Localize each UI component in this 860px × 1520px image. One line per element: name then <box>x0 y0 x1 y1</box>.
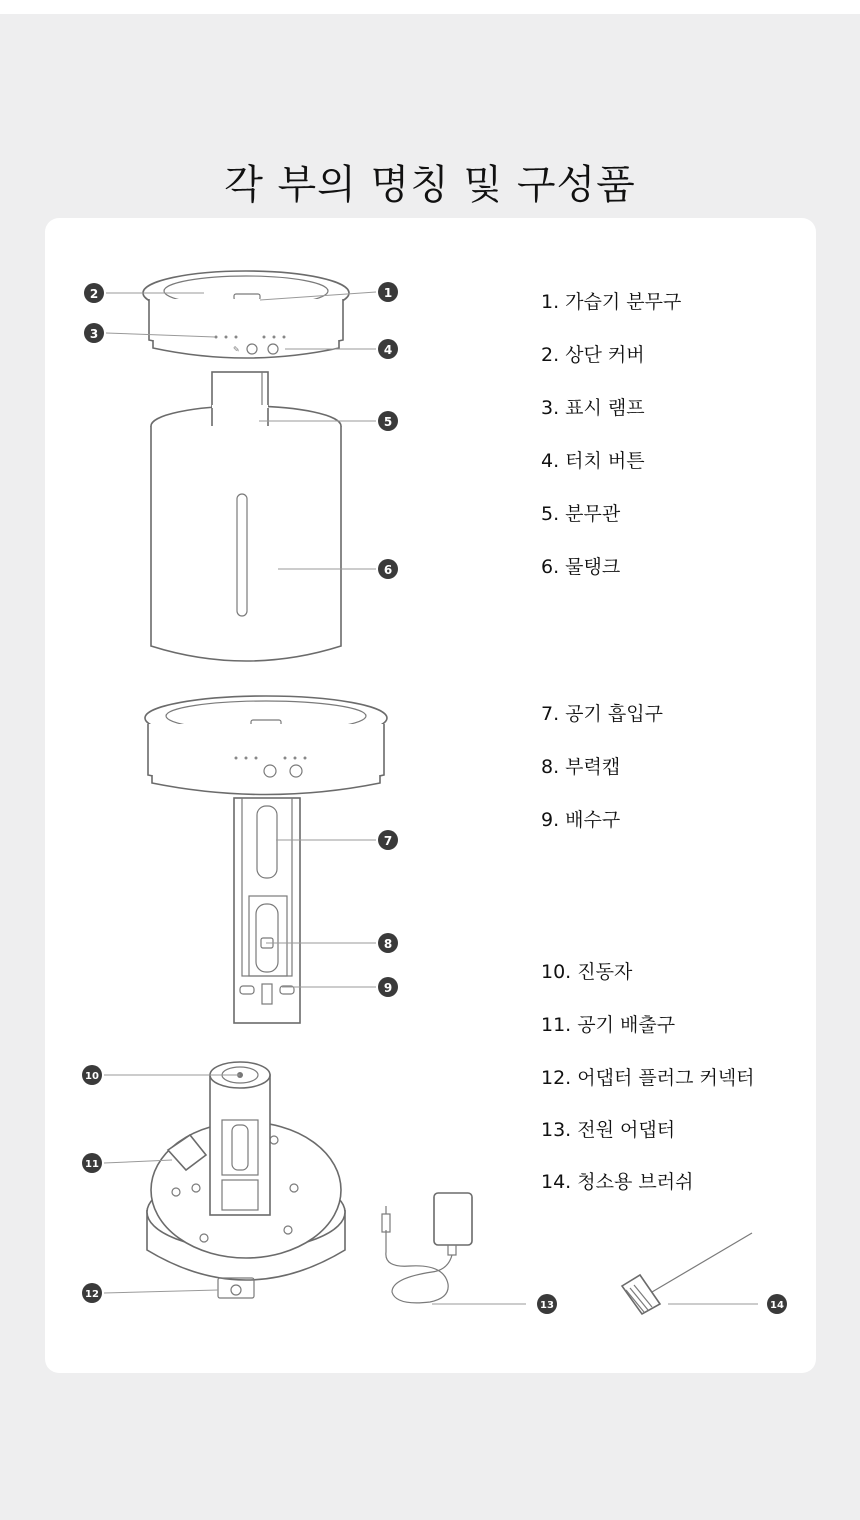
part-label-11: 11. 공기 배출구 <box>541 1014 676 1036</box>
part-label-6: 6. 물탱크 <box>541 556 621 578</box>
svg-text:12: 12 <box>85 1289 99 1300</box>
svg-text:✎: ✎ <box>233 345 240 354</box>
svg-text:9: 9 <box>383 981 393 995</box>
callout-9 <box>378 977 398 997</box>
callout-6 <box>378 559 398 579</box>
svg-text:13: 13 <box>540 1300 554 1311</box>
svg-text:10: 10 <box>85 1071 99 1082</box>
svg-text:11: 11 <box>85 1159 99 1170</box>
callout-1 <box>378 282 398 302</box>
svg-text:5: 5 <box>383 415 393 429</box>
base-unit-drawing <box>147 1062 345 1298</box>
part-label-13: 13. 전원 어댑터 <box>541 1119 676 1141</box>
power-adapter-drawing <box>382 1193 472 1303</box>
part-label-14: 14. 청소용 브러쉬 <box>541 1171 694 1193</box>
part-label-12: 12. 어댑터 플러그 커넥터 <box>541 1067 755 1089</box>
callout-3 <box>84 323 104 343</box>
page-title: 각 부의 명칭 및 구성품 <box>224 161 636 208</box>
callout-14 <box>767 1294 787 1314</box>
air-intake-tube-drawing <box>234 798 300 1023</box>
svg-text:14: 14 <box>770 1300 784 1311</box>
part-label-9: 9. 배수구 <box>541 809 621 831</box>
part-label-5: 5. 분무관 <box>541 503 621 525</box>
part-label-2: 2. 상단 커버 <box>541 344 645 366</box>
callout-8 <box>378 933 398 953</box>
svg-text:1: 1 <box>383 286 393 300</box>
humidifier-top-cover-drawing <box>143 271 349 358</box>
part-label-10: 10. 진동자 <box>541 961 633 983</box>
callout-5 <box>378 411 398 431</box>
callout-11 <box>82 1153 102 1173</box>
part-label-8: 8. 부력캡 <box>541 756 621 778</box>
part-label-1: 1. 가습기 분무구 <box>541 291 682 313</box>
callout-4 <box>378 339 398 359</box>
cleaning-brush-drawing <box>622 1233 752 1314</box>
callout-12 <box>82 1283 102 1303</box>
svg-text:3: 3 <box>89 327 99 341</box>
svg-text:2: 2 <box>89 287 99 301</box>
callout-2 <box>84 283 104 303</box>
svg-text:7: 7 <box>383 834 393 848</box>
callout-13 <box>537 1294 557 1314</box>
part-label-7: 7. 공기 흡입구 <box>541 703 663 725</box>
svg-text:8: 8 <box>383 937 393 951</box>
svg-text:6: 6 <box>383 563 393 577</box>
part-label-4: 4. 터치 버튼 <box>541 450 645 472</box>
water-tank-drawing <box>151 405 341 661</box>
svg-text:4: 4 <box>383 343 393 357</box>
part-label-3: 3. 표시 램프 <box>541 397 645 419</box>
top-cover-bottom-view-drawing <box>145 696 387 795</box>
callout-7 <box>378 830 398 850</box>
callout-10 <box>82 1065 102 1085</box>
